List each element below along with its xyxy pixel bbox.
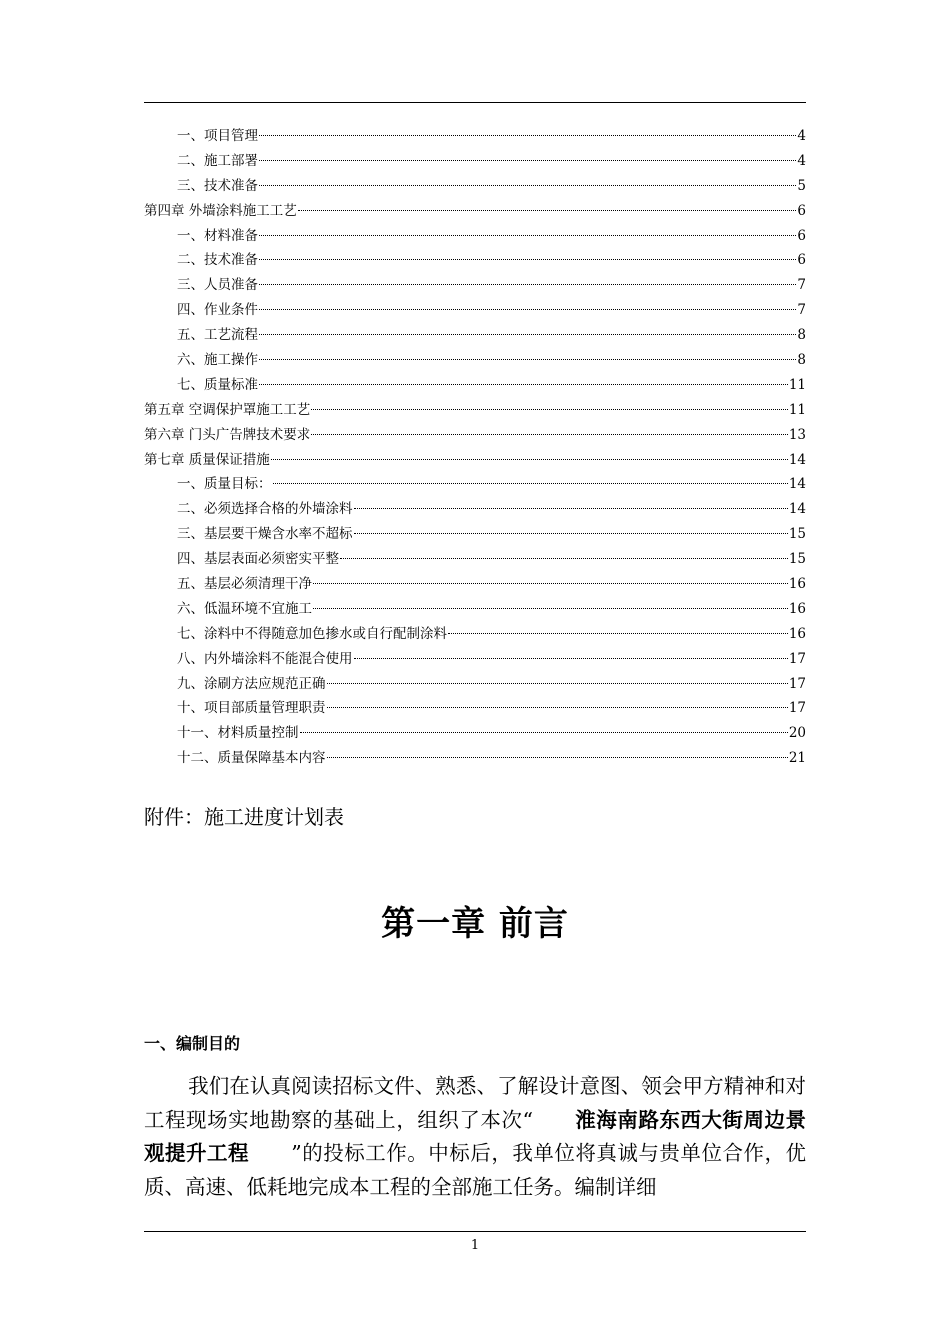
- toc-entry[interactable]: [144, 622, 806, 647]
- toc-leader-dots: [259, 235, 796, 236]
- toc-entry[interactable]: [144, 423, 806, 448]
- toc-entry-page: 16: [788, 625, 806, 642]
- section-heading: 一、编制目的: [144, 1034, 241, 1053]
- toc-entry[interactable]: [144, 224, 806, 249]
- toc-entry-page: 6: [797, 252, 806, 269]
- toc-leader-dots: [327, 757, 788, 758]
- toc-leader-dots: [259, 284, 796, 285]
- toc-entry-title: 一、项目管理: [177, 128, 258, 144]
- toc-leader-dots: [354, 533, 788, 534]
- toc-entry[interactable]: [144, 472, 806, 497]
- toc-entry-page: 6: [797, 227, 806, 244]
- toc-entry[interactable]: [144, 547, 806, 572]
- toc-entry-page: 7: [797, 302, 806, 319]
- toc-entry-title: 三、人员准备: [177, 277, 258, 294]
- toc-entry-title: 一、材料准备: [177, 227, 258, 244]
- toc-leader-dots: [354, 658, 788, 659]
- toc-leader-dots: [298, 210, 797, 211]
- toc-entry-page: 15: [788, 526, 806, 543]
- toc-entry-page: 11: [788, 376, 806, 393]
- toc-entry-page: 17: [788, 675, 806, 692]
- toc-entry-title: 五、工艺流程: [177, 327, 258, 344]
- toc-entry-title: 第六章 门头广告牌技术要求: [144, 426, 311, 443]
- toc-entry[interactable]: [144, 597, 806, 622]
- toc-entry-page: 20: [788, 725, 806, 742]
- toc-entry-page: 14: [788, 476, 806, 493]
- toc-entry[interactable]: [144, 174, 806, 199]
- toc-entry[interactable]: [144, 124, 806, 149]
- toc-entry-page: 14: [788, 501, 806, 518]
- toc-entry[interactable]: [144, 721, 806, 746]
- toc-entry-title: 七、涂料中不得随意加色掺水或自行配制涂料: [177, 625, 447, 642]
- toc-entry-page: 16: [788, 600, 806, 617]
- toc-entry-title: 二、必须选择合格的外墙涂料: [177, 501, 353, 518]
- toc-entry-page: 16: [788, 576, 806, 593]
- toc-entry-page: 21: [788, 750, 806, 767]
- toc-entry-title: 第五章 空调保护罩施工工艺: [144, 401, 311, 418]
- toc-leader-dots: [259, 259, 796, 260]
- toc-leader-dots: [259, 185, 796, 186]
- toc-entry-title: 一、质量目标：: [177, 476, 272, 493]
- toc-entry-title: 四、基层表面必须密实平整: [177, 551, 339, 568]
- footer-rule: [144, 1231, 806, 1232]
- toc-entry[interactable]: [144, 199, 806, 224]
- toc-entry[interactable]: [144, 522, 806, 547]
- toc-leader-dots: [259, 135, 796, 136]
- toc-entry-title: 六、低温环境不宜施工: [177, 600, 312, 617]
- toc-entry-page: 7: [797, 277, 806, 294]
- toc-leader-dots: [327, 707, 788, 708]
- toc-entry-page: 6: [797, 202, 806, 219]
- toc-entry-page: 8: [797, 352, 806, 369]
- toc-entry-title: 十、项目部质量管理职责: [177, 700, 326, 717]
- body-paragraph: [144, 1070, 806, 1204]
- toc-leader-dots: [311, 434, 788, 435]
- toc-leader-dots: [313, 583, 788, 584]
- toc-leader-dots: [354, 508, 788, 509]
- toc-leader-dots: [259, 384, 788, 385]
- toc-leader-dots: [327, 683, 788, 684]
- toc-entry[interactable]: [144, 348, 806, 373]
- paragraph-text-1: 我们在认真阅读招标文件、熟悉、了解设计意图、领会甲方精神和对工程现场实地勘察的基础上，组织了本次“: [144, 1074, 806, 1132]
- toc-entry-title: 六、施工操作: [177, 352, 258, 369]
- toc-entry[interactable]: [144, 746, 806, 771]
- page-number: 1: [470, 1238, 480, 1253]
- toc-entry-title: 十二、质量保障基本内容: [177, 750, 326, 767]
- toc-entry-page: 5: [797, 177, 806, 194]
- toc-entry-page: 17: [788, 650, 806, 667]
- toc-entry[interactable]: [144, 572, 806, 597]
- toc-entry-page: 14: [788, 451, 806, 468]
- toc-leader-dots: [311, 409, 788, 410]
- attachment-line: 附件：施工进度计划表: [144, 805, 344, 829]
- toc-entry-page: 17: [788, 700, 806, 717]
- chapter-title: 第一章 前言: [381, 904, 569, 944]
- toc-entry-title: 三、技术准备: [177, 177, 258, 194]
- toc-leader-dots: [259, 309, 796, 310]
- toc-leader-dots: [259, 359, 796, 360]
- toc-entry-title: 七、质量标准: [177, 376, 258, 393]
- toc-entry-title: 第四章 外墙涂料施工工艺: [144, 202, 297, 219]
- toc-entry[interactable]: [144, 672, 806, 697]
- toc-entry-title: 四、作业条件: [177, 302, 258, 319]
- toc-leader-dots: [259, 160, 796, 161]
- toc-entry-title: 第七章 质量保证措施: [144, 451, 270, 468]
- header-rule: [144, 102, 806, 103]
- toc-entry-page: 4: [797, 152, 806, 169]
- toc-entry[interactable]: [144, 273, 806, 298]
- toc-entry[interactable]: [144, 497, 806, 522]
- toc-entry[interactable]: [144, 323, 806, 348]
- toc-entry-title: 三、基层要干燥含水率不超标: [177, 526, 353, 543]
- toc-entry-title: 八、内外墙涂料不能混合使用: [177, 650, 353, 667]
- toc-entry-page: 4: [797, 128, 806, 144]
- project-name: 淮海南路东西大街周边景观提升工程: [144, 1107, 807, 1165]
- toc-leader-dots: [259, 334, 796, 335]
- toc-leader-dots: [313, 608, 788, 609]
- toc-entry-title: 五、基层必须清理干净: [177, 576, 312, 593]
- toc-entry[interactable]: [144, 448, 806, 473]
- toc-entry[interactable]: [144, 149, 806, 174]
- toc-entry-page: 13: [788, 426, 806, 443]
- toc-entry-title: 九、涂刷方法应规范正确: [177, 675, 326, 692]
- toc-leader-dots: [340, 558, 788, 559]
- toc-leader-dots: [448, 633, 788, 634]
- toc-entry-title: 二、施工部署: [177, 152, 258, 169]
- toc-entry-title: 十一、材料质量控制: [177, 725, 299, 742]
- table-of-contents: [144, 124, 806, 771]
- toc-entry-page: 8: [797, 327, 806, 344]
- toc-entry[interactable]: [144, 298, 806, 323]
- toc-entry-page: 15: [788, 551, 806, 568]
- toc-leader-dots: [300, 732, 788, 733]
- toc-entry[interactable]: [144, 696, 806, 721]
- toc-entry[interactable]: [144, 398, 806, 423]
- toc-leader-dots: [271, 459, 788, 460]
- toc-entry-page: 11: [788, 401, 806, 418]
- toc-leader-dots: [273, 483, 788, 484]
- toc-entry-title: 二、技术准备: [177, 252, 258, 269]
- paragraph-text-2: ”的投标工作。中标后，我单位将真诚与贵单位合作，优质、高速、低耗地完成本工程的全部施工任务。编制详细: [144, 1141, 806, 1199]
- toc-entry[interactable]: [144, 248, 806, 273]
- toc-entry[interactable]: [144, 647, 806, 672]
- toc-entry[interactable]: [144, 373, 806, 398]
